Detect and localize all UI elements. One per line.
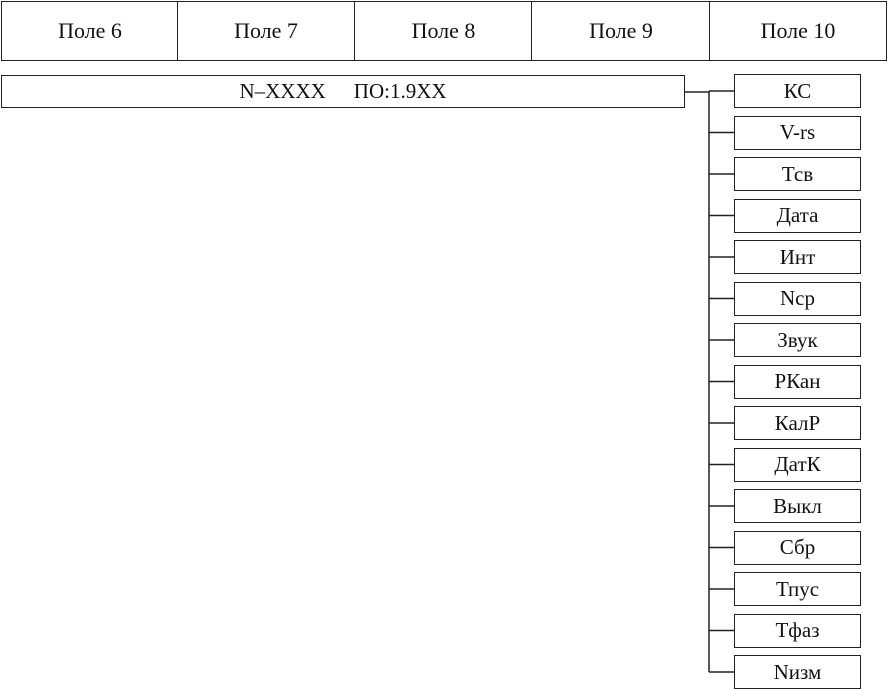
firmware-version: ПО:1.9XX <box>353 79 447 103</box>
menu-item: Тсв <box>734 157 861 191</box>
field-9: Поле 9 <box>531 1 711 61</box>
menu-item: V-rs <box>734 116 861 150</box>
menu-item: Звук <box>734 323 861 357</box>
menu-item: КалР <box>734 406 861 440</box>
menu-item: Выкл <box>734 489 861 523</box>
menu-item: РКан <box>734 365 861 399</box>
menu-item: Сбр <box>734 531 861 565</box>
menu-item: Nср <box>734 282 861 316</box>
menu-item: Инт <box>734 240 861 274</box>
field-10: Поле 10 <box>709 1 887 61</box>
menu-item: Дата <box>734 199 861 233</box>
device-code: N–XXXX <box>239 79 326 103</box>
menu-item: Тпус <box>734 572 861 606</box>
device-info-bar <box>1 75 685 108</box>
field-6: Поле 6 <box>1 1 179 61</box>
field-7: Поле 7 <box>177 1 355 61</box>
menu-item: ДатК <box>734 448 861 482</box>
menu-item: Тфаз <box>734 614 861 648</box>
field-8: Поле 8 <box>354 1 533 61</box>
menu-item: Nизм <box>734 655 861 689</box>
menu-item: КС <box>734 74 861 108</box>
